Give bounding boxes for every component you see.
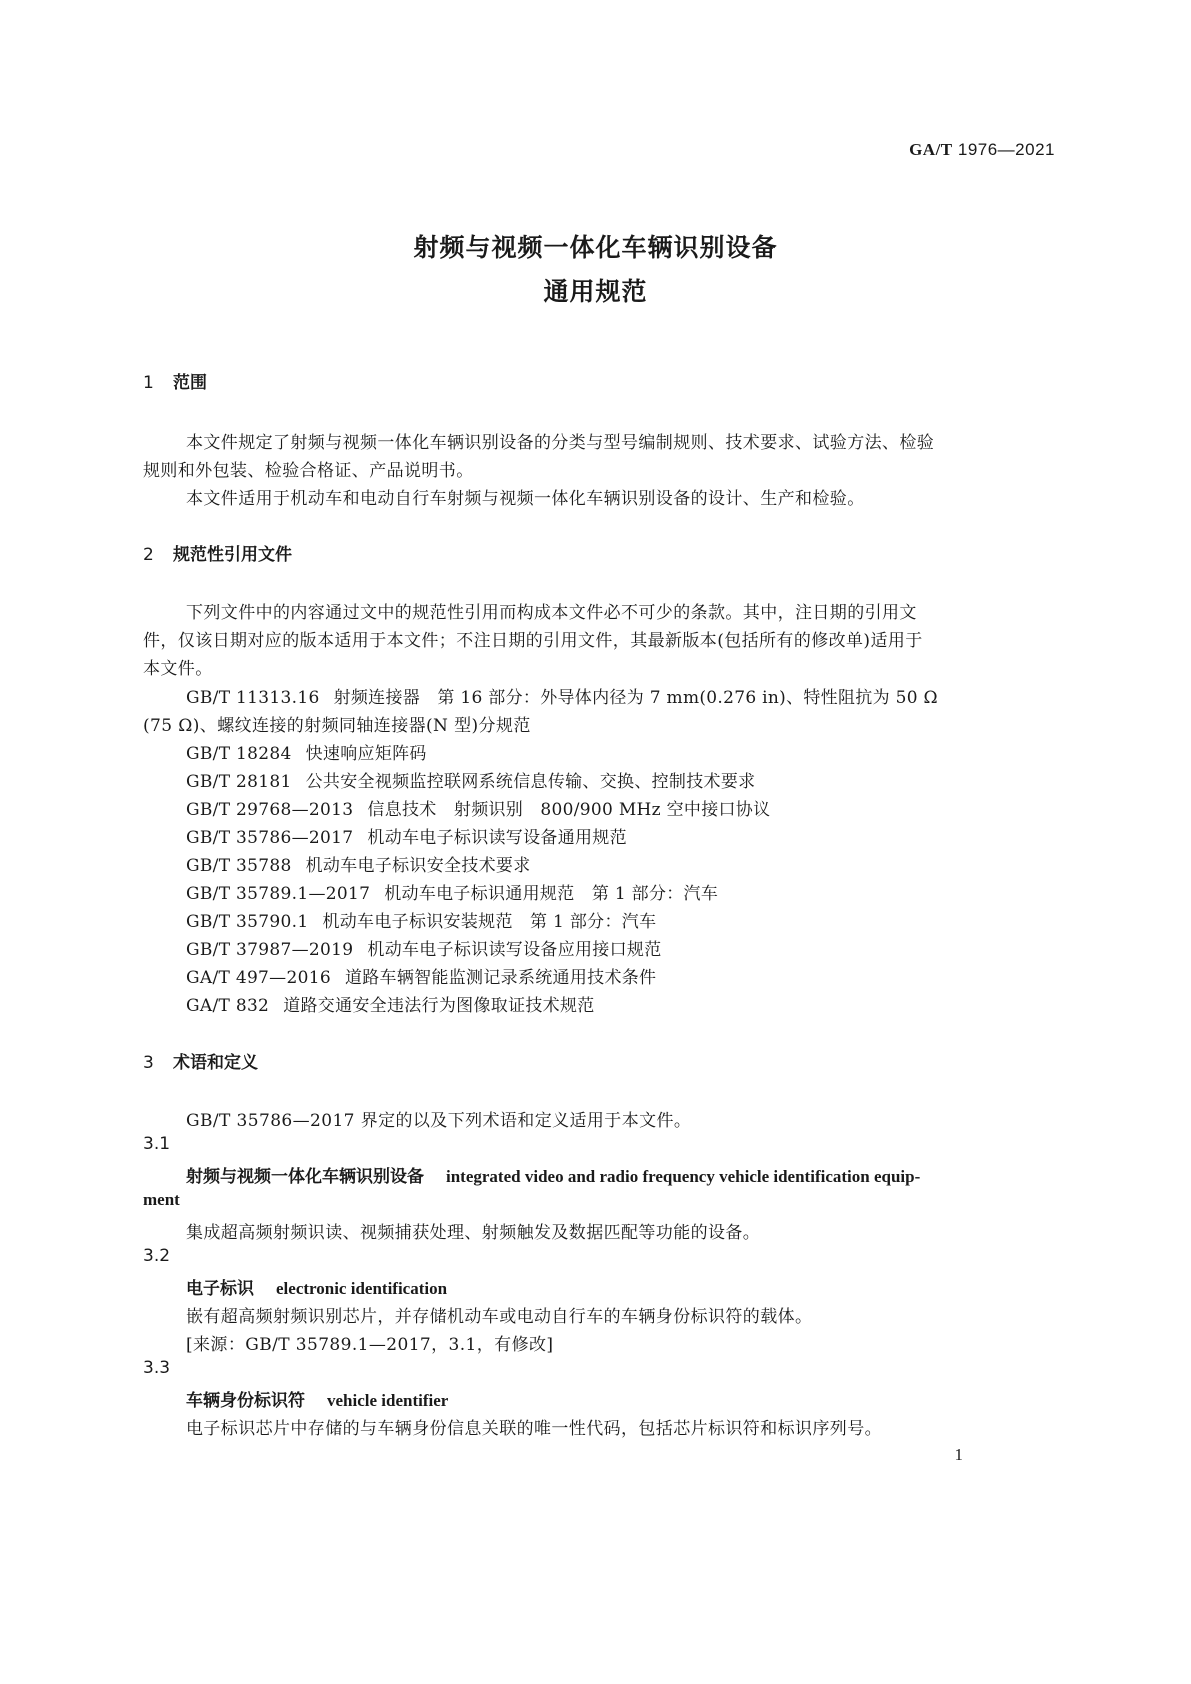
section-2-para-cont: 本文件。: [143, 659, 213, 679]
section-2-para: 下列文件中的内容通过文中的规范性引用而构成本文件必不可少的条款。其中，注日期的引用文: [186, 603, 917, 623]
term-definition: 集成超高频射频识读、视频捕获处理、射频触发及数据匹配等功能的设备。: [186, 1223, 761, 1243]
page-number: 1: [954, 1445, 963, 1464]
title-line-1: 射频与视频一体化车辆识别设备: [413, 233, 778, 262]
reference-item-cont: (75 Ω)、螺纹连接的射频同轴连接器(N 型)分规范: [143, 716, 531, 736]
section-2-heading: 2 规范性引用文件: [143, 545, 292, 565]
reference-item: GB/T 29768—2013 信息技术 射频识别 800/900 MHz 空中接口协议: [186, 800, 771, 820]
term-heading-cont: ment: [143, 1190, 180, 1209]
reference-item: GB/T 18284 快速响应矩阵码: [186, 744, 427, 764]
reference-item: GB/T 11313.16 射频连接器 第 16 部分：外导体内径为 7 mm(0.276 in)、特性阻抗为 50 Ω: [186, 688, 938, 708]
section-1-para-cont: 规则和外包装、检验合格证、产品说明书。: [143, 461, 474, 481]
reference-item: GB/T 28181 公共安全视频监控联网系统信息传输、交换、控制技术要求: [186, 772, 756, 792]
term-definition: 电子标识芯片中存储的与车辆身份信息关联的唯一性代码，包括芯片标识符和标识序列号。: [186, 1419, 882, 1439]
reference-item: GB/T 35789.1—2017 机动车电子标识通用规范 第 1 部分：汽车: [186, 884, 719, 904]
section-1-para: 本文件规定了射频与视频一体化车辆识别设备的分类与型号编制规则、技术要求、试验方法、检验: [186, 433, 935, 453]
section-2-para-cont: 件，仅该日期对应的版本适用于本文件；不注日期的引用文件，其最新版本(包括所有的修改单)适用于: [143, 631, 923, 651]
reference-item: GA/T 497—2016 道路车辆智能监测记录系统通用技术条件: [186, 968, 657, 988]
term-number: 3.1: [143, 1134, 171, 1154]
reference-item: GB/T 35788 机动车电子标识安全技术要求: [186, 856, 531, 876]
term-number: 3.2: [143, 1246, 171, 1266]
document-number: GA/T 1976—2021: [909, 140, 1055, 159]
reference-item: GB/T 35790.1 机动车电子标识安装规范 第 1 部分：汽车: [186, 912, 657, 932]
term-number: 3.3: [143, 1358, 171, 1378]
section-3-intro: GB/T 35786—2017 界定的以及下列术语和定义适用于本文件。: [186, 1111, 692, 1131]
term-heading: 车辆身份标识符 vehicle identifier: [186, 1391, 449, 1411]
reference-item: GA/T 832 道路交通安全违法行为图像取证技术规范: [186, 996, 595, 1016]
term-definition: 嵌有超高频射频识别芯片，并存储机动车或电动自行车的车辆身份标识符的载体。: [186, 1307, 813, 1327]
term-heading: 射频与视频一体化车辆识别设备 integrated video and radio frequency vehicle identification equip-: [186, 1167, 921, 1187]
term-heading: 电子标识 electronic identification: [186, 1279, 448, 1299]
section-1-heading: 1 范围: [143, 373, 207, 393]
term-source: [来源：GB/T 35789.1—2017，3.1，有修改]: [186, 1335, 554, 1355]
title-line-2: 通用规范: [543, 277, 648, 306]
section-1-para-2: 本文件适用于机动车和电动自行车射频与视频一体化车辆识别设备的设计、生产和检验。: [186, 489, 865, 509]
reference-item: GB/T 35786—2017 机动车电子标识读写设备通用规范: [186, 828, 627, 848]
reference-item: GB/T 37987—2019 机动车电子标识读写设备应用接口规范: [186, 940, 662, 960]
section-3-heading: 3 术语和定义: [143, 1053, 258, 1073]
